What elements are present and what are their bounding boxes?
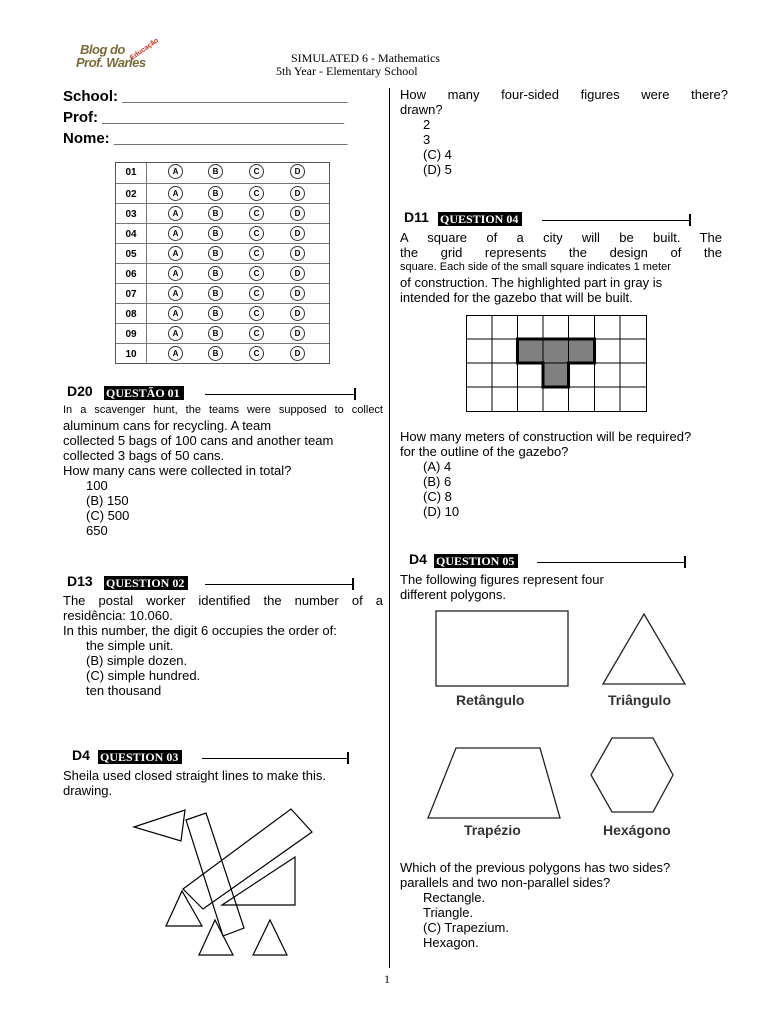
question-2-body bbox=[63, 593, 383, 698]
answer-bubble-a[interactable]: A bbox=[168, 306, 183, 321]
question-3-continued bbox=[400, 87, 728, 177]
answer-bubble-d[interactable]: D bbox=[290, 326, 305, 341]
page-number: 1 bbox=[384, 972, 390, 986]
question-4-option-b[interactable]: (B) 6 bbox=[423, 474, 452, 489]
question-4-tag: QUESTION 04 bbox=[438, 212, 522, 226]
question-5-option-a[interactable]: Rectangle. bbox=[423, 890, 486, 905]
question-3-tag: QUESTION 03 bbox=[98, 750, 182, 764]
question-1-body bbox=[63, 403, 383, 538]
school-field[interactable]: School: ___________________________ bbox=[63, 88, 348, 105]
question-3-option-d[interactable]: (D) 5 bbox=[423, 162, 452, 177]
answer-bubble-d[interactable]: D bbox=[290, 226, 305, 241]
question-3-body bbox=[63, 768, 383, 798]
drawing-triangle-4 bbox=[199, 920, 233, 955]
question-5-rule bbox=[537, 562, 685, 563]
question-4-line6: How many meters of construction will be required? bbox=[400, 429, 692, 444]
question-3-cont-line2: drawn? bbox=[400, 102, 443, 117]
question-1-option-d[interactable]: 650 bbox=[86, 523, 108, 538]
question-1-option-c[interactable]: (C) 500 bbox=[86, 508, 130, 523]
logo-line2: Prof. Warles bbox=[76, 55, 146, 70]
answer-bubble-b[interactable]: B bbox=[208, 286, 223, 301]
answer-row bbox=[116, 283, 329, 303]
question-4-tick bbox=[689, 214, 691, 226]
answer-sheet bbox=[115, 162, 330, 364]
answer-row-number: 10 bbox=[125, 349, 137, 360]
drawing-triangle-3 bbox=[166, 891, 202, 926]
answer-bubble-b[interactable]: B bbox=[208, 164, 223, 179]
drawing-strip-1 bbox=[186, 813, 244, 936]
answer-bubble-a[interactable]: A bbox=[168, 164, 183, 179]
question-5-tag: QUESTION 05 bbox=[434, 554, 518, 568]
question-4-line1: A square of a city will be built. The bbox=[400, 230, 722, 245]
question-1-line3: collected 5 bags of 100 cans and another team bbox=[63, 433, 334, 448]
answer-bubble-b[interactable]: B bbox=[208, 206, 223, 221]
question-4-rule bbox=[542, 220, 690, 221]
answer-row bbox=[116, 323, 329, 343]
question-4-option-c[interactable]: (C) 8 bbox=[423, 489, 452, 504]
answer-bubble-d[interactable]: D bbox=[290, 246, 305, 261]
answer-bubble-d[interactable]: D bbox=[290, 306, 305, 321]
answer-bubble-b[interactable]: B bbox=[208, 226, 223, 241]
answer-row bbox=[116, 162, 329, 181]
question-1-code: D20 bbox=[67, 383, 93, 399]
question-2-tick bbox=[352, 578, 354, 590]
question-2-rule bbox=[205, 584, 353, 585]
answer-bubble-a[interactable]: A bbox=[168, 206, 183, 221]
question-2-tag: QUESTION 02 bbox=[104, 576, 188, 590]
question-2-code: D13 bbox=[67, 573, 93, 589]
question-4-line5: intended for the gazebo that will be built. bbox=[400, 290, 633, 305]
question-4-line4: of construction. The highlighted part in gray is bbox=[400, 275, 663, 290]
question-4-body bbox=[400, 230, 722, 305]
answer-bubble-b[interactable]: B bbox=[208, 246, 223, 261]
hexagon-shape bbox=[591, 738, 673, 812]
answer-row-number: 02 bbox=[125, 189, 137, 200]
answer-bubble-d[interactable]: D bbox=[290, 286, 305, 301]
answer-bubble-c[interactable]: C bbox=[249, 306, 264, 321]
question-3-code: D4 bbox=[72, 747, 90, 763]
answer-row bbox=[116, 223, 329, 243]
answer-row-number: 08 bbox=[125, 309, 137, 320]
answer-row-number: 06 bbox=[125, 269, 137, 280]
question-5-intro bbox=[400, 572, 720, 602]
answer-bubble-a[interactable]: A bbox=[168, 346, 183, 361]
question-3-line2: drawing. bbox=[63, 783, 113, 798]
question-1-header bbox=[67, 383, 357, 402]
caption-rectangle: Retângulo bbox=[456, 692, 525, 708]
question-1-tag: QUESTÃO 01 bbox=[104, 386, 184, 400]
answer-bubble-c[interactable]: C bbox=[249, 186, 264, 201]
question-1-option-b[interactable]: (B) 150 bbox=[86, 493, 129, 508]
answer-bubble-c[interactable]: C bbox=[249, 206, 264, 221]
question-3-cont-line1: How many four-sided figures were there? bbox=[400, 87, 728, 102]
question-3-line1: Sheila used closed straight lines to make this. bbox=[63, 768, 327, 783]
question-5-tick bbox=[684, 556, 686, 568]
question-2-option-a[interactable]: the simple unit. bbox=[86, 638, 174, 653]
question-3-rule bbox=[202, 758, 348, 759]
answer-row bbox=[116, 243, 329, 263]
answer-bubble-a[interactable]: A bbox=[168, 266, 183, 281]
question-5-header bbox=[409, 551, 689, 570]
answer-row-number: 01 bbox=[125, 167, 137, 178]
question-3-option-b[interactable]: 3 bbox=[423, 132, 431, 147]
answer-bubble-b[interactable]: B bbox=[208, 186, 223, 201]
question-4-option-d[interactable]: (D) 10 bbox=[423, 504, 460, 519]
answer-bubble-a[interactable]: A bbox=[168, 326, 183, 341]
question-1-line5: How many cans were collected in total? bbox=[63, 463, 292, 478]
answer-bubble-d[interactable]: D bbox=[290, 164, 305, 179]
answer-row-number: 04 bbox=[125, 229, 137, 240]
answer-bubble-c[interactable]: C bbox=[249, 266, 264, 281]
exam-title: SIMULATED 6 - Mathematics bbox=[291, 51, 440, 65]
logo-line1: Blog do bbox=[80, 42, 125, 57]
question-5-option-b[interactable]: Triangle. bbox=[423, 905, 474, 920]
triangle-shape bbox=[603, 614, 685, 684]
question-1-rule bbox=[205, 394, 355, 395]
answer-bubble-d[interactable]: D bbox=[290, 186, 305, 201]
question-4-line7: for the outline of the gazebo? bbox=[400, 444, 569, 459]
question-3-option-a[interactable]: 2 bbox=[423, 117, 431, 132]
question-1-line1: In a scavenger hunt, the teams were supposed to collect bbox=[63, 404, 383, 416]
question-4-option-a[interactable]: (A) 4 bbox=[423, 459, 452, 474]
drawing-triangle-1 bbox=[134, 810, 185, 841]
exam-subtitle: 5th Year - Elementary School bbox=[276, 64, 418, 78]
question-2-line3: In this number, the digit 6 occupies the order of: bbox=[63, 623, 337, 638]
answer-bubble-c[interactable]: C bbox=[249, 326, 264, 341]
question-4-header bbox=[404, 209, 694, 228]
column-divider bbox=[389, 88, 390, 968]
question-5-code: D4 bbox=[409, 551, 427, 567]
answer-bubble-a[interactable]: A bbox=[168, 246, 183, 261]
answer-bubble-b[interactable]: B bbox=[208, 326, 223, 341]
question-1-line4: collected 3 bags of 50 cans. bbox=[63, 448, 225, 463]
question-3-tick bbox=[347, 752, 349, 764]
rectangle-shape bbox=[436, 611, 568, 686]
answer-row-number: 03 bbox=[125, 209, 137, 220]
answer-bubble-c[interactable]: C bbox=[249, 346, 264, 361]
question-5-line2: different polygons. bbox=[400, 587, 506, 602]
question-5-line1: The following figures represent four bbox=[400, 572, 604, 587]
answer-row bbox=[116, 303, 329, 323]
answer-row-number: 09 bbox=[125, 329, 137, 340]
question-3-option-c[interactable]: (C) 4 bbox=[423, 147, 452, 162]
question-5-option-c[interactable]: (C) Trapezium. bbox=[423, 920, 509, 935]
answer-bubble-c[interactable]: C bbox=[249, 246, 264, 261]
answer-bubble-b[interactable]: B bbox=[208, 266, 223, 281]
gazebo-grid bbox=[466, 315, 648, 413]
grid-lines bbox=[466, 315, 647, 412]
question-3-header bbox=[72, 747, 352, 766]
caption-hexagon: Hexágono bbox=[603, 822, 671, 838]
drawing-triangle-2 bbox=[222, 857, 295, 905]
logo-line3: Educação bbox=[128, 37, 161, 62]
question-2-line1: The postal worker identified the number of a bbox=[63, 593, 383, 608]
question-2-line2: residência: 10.060. bbox=[63, 608, 173, 623]
blog-logo bbox=[74, 37, 168, 74]
answer-bubble-c[interactable]: C bbox=[249, 286, 264, 301]
answer-bubble-d[interactable]: D bbox=[290, 346, 305, 361]
answer-row bbox=[116, 203, 329, 223]
trapezoid-shape bbox=[428, 748, 560, 818]
answer-bubble-c[interactable]: C bbox=[249, 164, 264, 179]
question-1-option-a[interactable]: 100 bbox=[86, 478, 108, 493]
answer-bubble-c[interactable]: C bbox=[249, 226, 264, 241]
question-2-header bbox=[67, 573, 357, 592]
question-5-line3: Which of the previous polygons has two sides? bbox=[400, 860, 671, 875]
answer-bubble-a[interactable]: A bbox=[168, 186, 183, 201]
question-2-option-d[interactable]: ten thousand bbox=[86, 683, 162, 698]
answer-bubble-a[interactable]: A bbox=[168, 286, 183, 301]
answer-bubble-b[interactable]: B bbox=[208, 306, 223, 321]
answer-row-number: 07 bbox=[125, 289, 137, 300]
question-4-prompt bbox=[400, 429, 730, 519]
answer-bubble-a[interactable]: A bbox=[168, 226, 183, 241]
answer-bubble-b[interactable]: B bbox=[208, 346, 223, 361]
question-5-line4: parallels and two non-parallel sides? bbox=[400, 875, 611, 890]
answer-bubble-d[interactable]: D bbox=[290, 206, 305, 221]
question-5-prompt bbox=[400, 860, 730, 950]
caption-triangle: Triângulo bbox=[608, 692, 671, 708]
question-4-code: D11 bbox=[404, 209, 429, 225]
question-1-tick bbox=[354, 388, 356, 400]
question-4-line3: square. Each side of the small square indicates 1 meter bbox=[400, 261, 671, 273]
caption-trapezoid: Trapézio bbox=[464, 822, 521, 838]
question-3-drawing bbox=[128, 805, 318, 965]
answer-row bbox=[116, 183, 329, 203]
question-4-line2: the grid represents the design of the bbox=[400, 245, 722, 260]
question-1-line2: aluminum cans for recycling. A team bbox=[63, 418, 272, 433]
question-2-option-b[interactable]: (B) simple dozen. bbox=[86, 653, 188, 668]
answer-row bbox=[116, 343, 329, 363]
question-2-option-c[interactable]: (C) simple hundred. bbox=[86, 668, 201, 683]
question-5-option-d[interactable]: Hexagon. bbox=[423, 935, 479, 950]
answer-row bbox=[116, 263, 329, 283]
answer-bubble-d[interactable]: D bbox=[290, 266, 305, 281]
prof-field[interactable]: Prof: _____________________________ bbox=[63, 109, 345, 126]
drawing-triangle-5 bbox=[253, 920, 287, 955]
polygons-figure bbox=[426, 606, 696, 848]
name-field[interactable]: Nome: ____________________________ bbox=[63, 130, 348, 147]
answer-row-number: 05 bbox=[125, 249, 137, 260]
